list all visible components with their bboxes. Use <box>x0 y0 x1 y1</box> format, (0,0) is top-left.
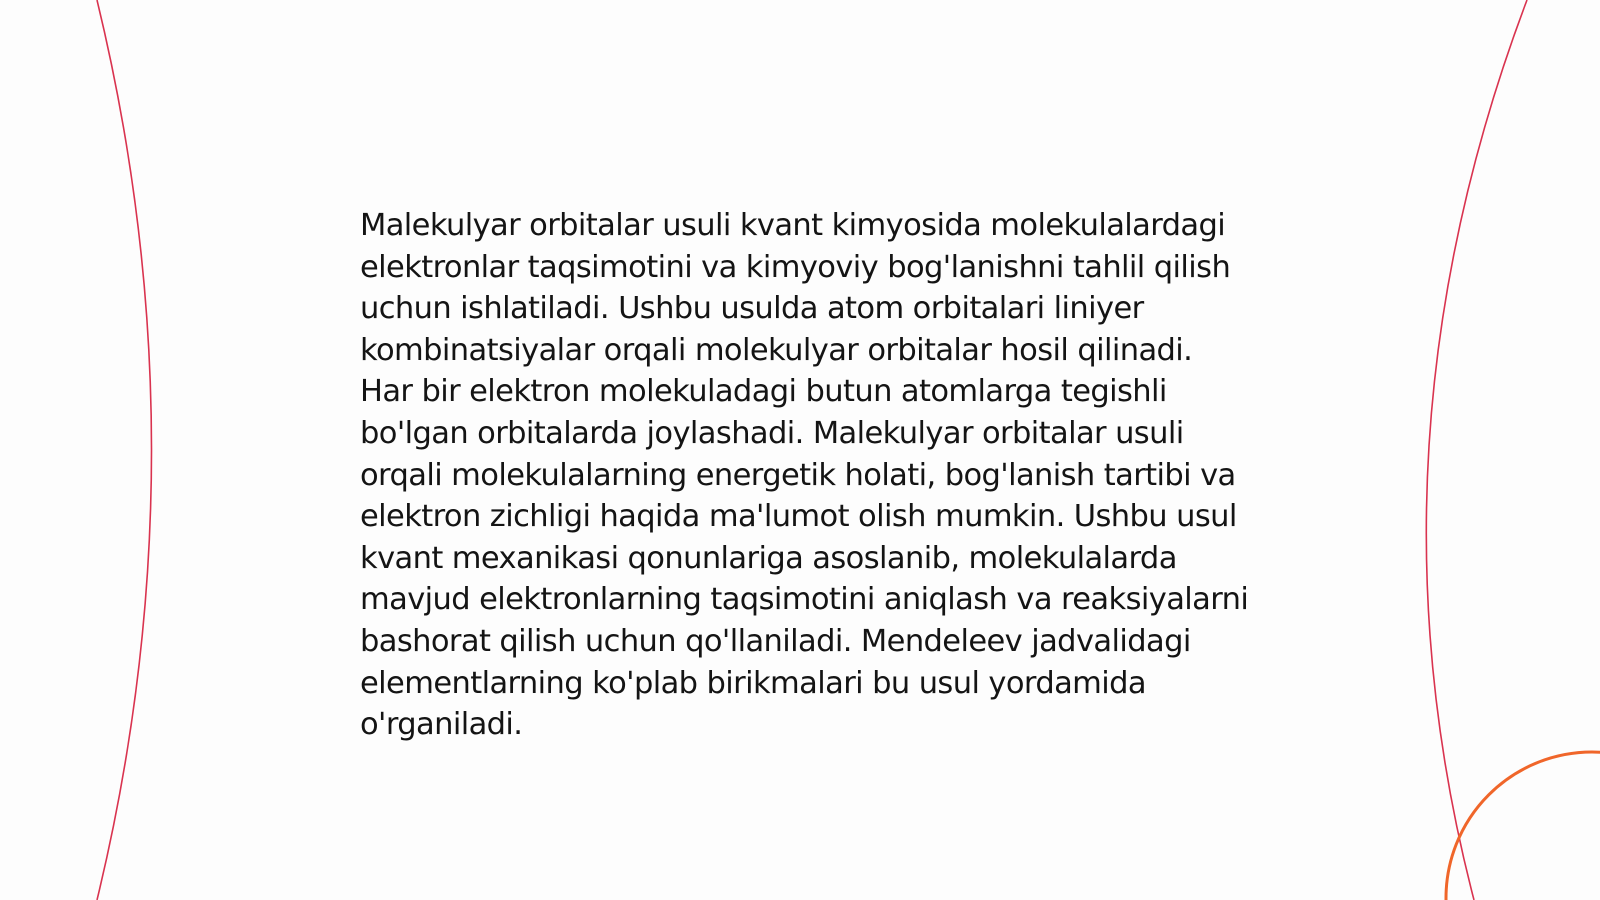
right-decorative-arc <box>1426 0 1527 900</box>
body-paragraph: Malekulyar orbitalar usuli kvant kimyosida molekulalardagi elektronlar taqsimotini va kimyoviy bog'lanishni tahlil qilish uchun ishlatiladi. Ushbu usulda atom orbitalari liniyer kombinatsiyalar orqali molekulyar orbitalar hosil qilinadi. Har bir elektron molekuladagi butun atomlarga tegishli bo'lgan orbitalarda joylashadi. Malekulyar orbitalar usuli orqali molekulalarning energetik holati, bog'lanish tartibi va elektron zichligi haqida ma'lumot olish mumkin. Ushbu usul kvant mexanikasi qonunlariga asoslanib, molekulalarda mavjud elektronlarning taqsimotini aniqlash va reaksiyalarni bashorat qilish uchun qo'llaniladi. Mendeleev jadvalidagi elementlarning ko'plab birikmalari bu usul yordamida o'rganiladi. <box>360 208 1249 743</box>
left-decorative-arc <box>97 0 152 900</box>
